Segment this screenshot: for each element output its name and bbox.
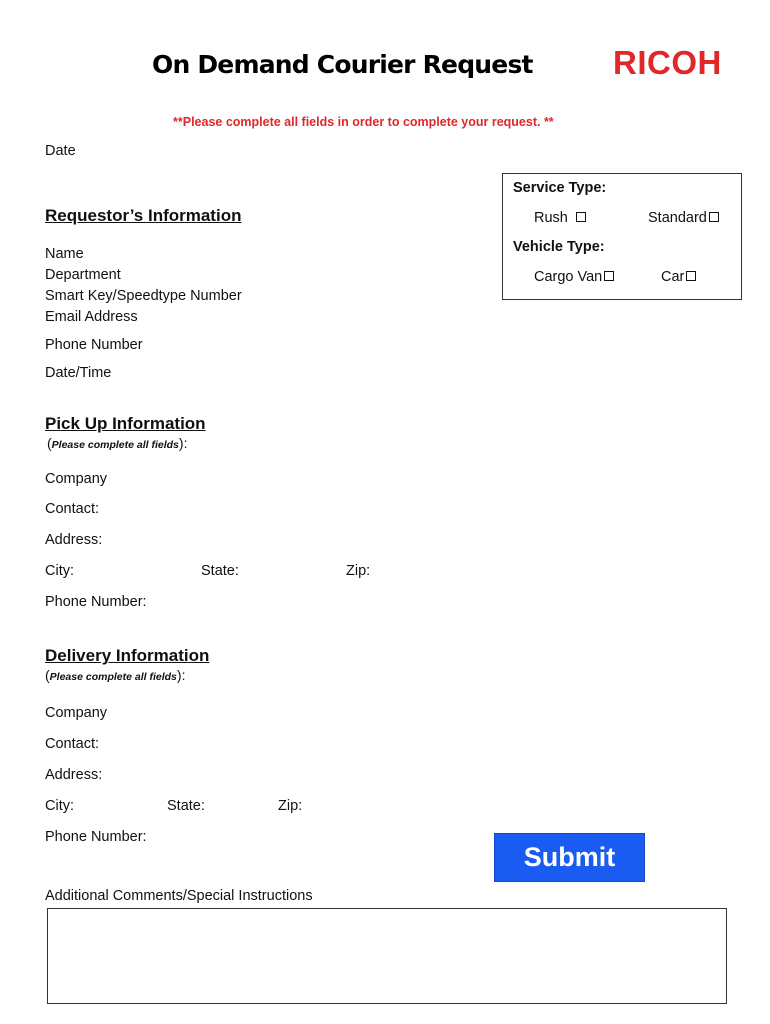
comments-label: Additional Comments/Special Instructions	[45, 888, 313, 904]
cargo-van-option[interactable]	[534, 269, 614, 285]
instructions-notice: **Please complete all fields in order to complete your request. **	[173, 115, 554, 129]
phone-label: Phone Number	[45, 337, 143, 353]
car-option[interactable]	[661, 269, 696, 285]
pickup-contact-label: Contact:	[45, 501, 99, 517]
date-label: Date	[45, 143, 76, 159]
car-checkbox[interactable]	[686, 271, 696, 281]
department-label: Department	[45, 267, 121, 283]
pickup-address-label: Address:	[45, 532, 103, 548]
pickup-city-label: City:	[45, 563, 74, 579]
delivery-note: (Please complete all fields):	[45, 667, 186, 683]
rush-checkbox[interactable]	[576, 212, 586, 222]
pickup-zip-label: Zip:	[346, 563, 371, 579]
pickup-heading: Pick Up Information	[45, 414, 206, 433]
delivery-company-label: Company	[45, 705, 108, 721]
datetime-label: Date/Time	[45, 365, 112, 381]
standard-checkbox[interactable]	[709, 212, 719, 222]
ricoh-logo: RICOH	[613, 44, 722, 81]
submit-button[interactable]: Submit	[494, 833, 645, 882]
delivery-zip-label: Zip:	[278, 798, 303, 814]
pickup-note: (Please complete all fields):	[47, 435, 188, 451]
pickup-phone-label: Phone Number:	[45, 594, 147, 610]
cargo-van-label: Cargo Van	[534, 269, 603, 285]
vehicle-type-label: Vehicle Type:	[513, 239, 605, 255]
smart-key-label: Smart Key/Speedtype Number	[45, 288, 242, 304]
service-type-label: Service Type:	[513, 180, 607, 196]
delivery-address-label: Address:	[45, 767, 103, 783]
pickup-company-label: Company	[45, 471, 108, 487]
page-title: On Demand Courier Request	[152, 50, 533, 79]
service-type-box	[502, 173, 742, 300]
email-label: Email Address	[45, 309, 138, 325]
standard-option[interactable]	[648, 210, 719, 226]
car-label: Car	[661, 269, 685, 285]
delivery-phone-label: Phone Number:	[45, 829, 147, 845]
pickup-state-label: State:	[201, 563, 239, 579]
delivery-contact-label: Contact:	[45, 736, 99, 752]
requestor-heading: Requestor’s Information	[45, 206, 242, 225]
delivery-city-label: City:	[45, 798, 74, 814]
name-label: Name	[45, 246, 84, 262]
cargo-van-checkbox[interactable]	[604, 271, 614, 281]
delivery-heading: Delivery Information	[45, 646, 210, 665]
rush-label: Rush	[534, 210, 568, 226]
comments-textarea[interactable]	[47, 908, 727, 1004]
standard-label: Standard	[648, 210, 707, 226]
delivery-state-label: State:	[167, 798, 205, 814]
rush-option[interactable]	[534, 210, 586, 226]
